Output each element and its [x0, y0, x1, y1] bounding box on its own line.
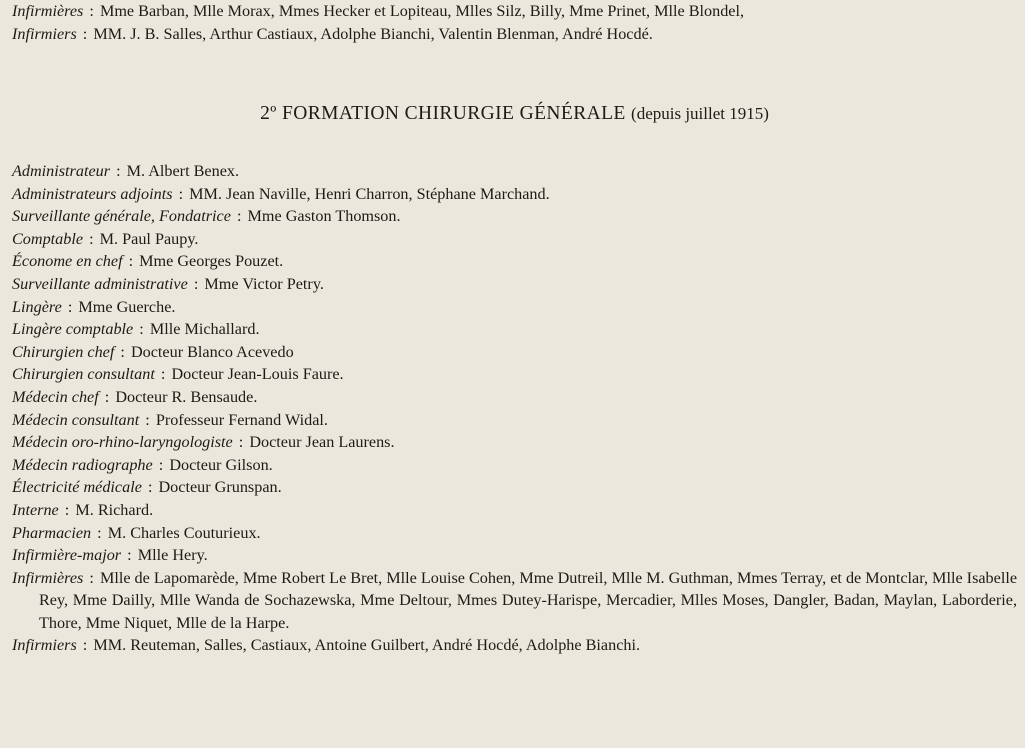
- staff-line: Pharmacien : M. Charles Couturieux.: [12, 523, 261, 542]
- staff-names: MM. Jean Naville, Henri Charron, Stéphane Marchand.: [189, 184, 550, 203]
- staff-line: Administrateurs adjoints : MM. Jean Naville, Henri Charron, Stéphane Marchand.: [12, 184, 550, 203]
- staff-line: Médecin consultant : Professeur Fernand Widal.: [12, 410, 328, 429]
- staff-line: Infirmière-major : Mlle Hery.: [12, 546, 208, 565]
- section-subtitle: (depuis juillet 1915): [631, 104, 769, 123]
- role-label: Infirmières: [12, 568, 84, 587]
- staff-names: Docteur Jean Laurens.: [249, 433, 395, 452]
- section-title: 2º FORMATION CHIRURGIE GÉNÉRALE: [260, 103, 626, 124]
- role-label: Médecin consultant: [12, 410, 140, 429]
- staff-line: Lingère comptable : Mlle Michallard.: [12, 320, 260, 339]
- staff-line: Lingère : Mme Guerche.: [12, 297, 176, 316]
- role-label: Infirmières: [12, 2, 84, 20]
- staff-names: MM. J. B. Salles, Arthur Castiaux, Adolphe Bianchi, Valentin Blenman, André Hocdé.: [93, 24, 653, 43]
- role-label: Médecin oro-rhino-laryngologiste: [12, 433, 233, 452]
- role-label: Chirurgien chef: [12, 342, 115, 361]
- staff-line: Économe en chef : Mme Georges Pouzet.: [12, 252, 284, 271]
- staff-line: Surveillante générale, Fondatrice : Mme Gaston Thomson.: [12, 207, 401, 226]
- staff-names: M. Paul Paupy.: [99, 229, 199, 248]
- staff-names: M. Richard.: [75, 500, 154, 519]
- role-label: Interne: [12, 500, 59, 519]
- role-label: Infirmière-major: [12, 546, 122, 565]
- staff-names: Docteur Gilson.: [169, 455, 273, 474]
- staff-line: Chirurgien chef : Docteur Blanco Acevedo: [12, 342, 294, 361]
- staff-names: Mme Barban, Mlle Morax, Mmes Hecker et Lopiteau, Mlles Silz, Billy, Mme Prinet, Mlle Blondel,: [99, 2, 745, 20]
- previous-section-continuation: [12, 0, 1017, 45]
- role-label: Pharmacien: [12, 523, 92, 542]
- staff-line: Interne : M. Richard.: [12, 500, 154, 519]
- staff-line: Infirmiers : MM. Reuteman, Salles, Castiaux, Antoine Guilbert, André Hocdé, Adolphe Bianchi.: [12, 636, 641, 655]
- staff-names: M. Albert Benex.: [126, 162, 240, 180]
- staff-names: Professeur Fernand Widal.: [155, 410, 328, 429]
- staff-line: Comptable : M. Paul Paupy.: [12, 229, 199, 248]
- role-label: Infirmiers: [12, 24, 77, 43]
- staff-names: Mlle de Lapomarède, Mme Robert Le Bret, Mlle Louise Cohen, Mme Dutreil, Mlle M. Guthman, Mmes Terray, et de Montclar, Mlle Isabelle Rey, Mme Dailly, Mlle Wanda de Sochazewska, Mme Deltour, Mmes Dutey-Harispe, Mercadier, Mlles Moses, Dangler, Badan, Maylan, Laborderie, Thore, Mme Niquet, Mlle de la Harpe.: [39, 568, 1018, 632]
- role-label: Électricité médicale: [12, 478, 142, 497]
- staff-names: Docteur Blanco Acevedo: [130, 342, 294, 361]
- role-label: Médecin chef: [12, 387, 99, 406]
- staff-line: Infirmières : Mme Barban, Mlle Morax, Mmes Hecker et Lopiteau, Mlles Silz, Billy, Mme Prinet, Mlle Blondel,: [12, 2, 745, 20]
- staff-names: Mlle Michallard.: [149, 320, 260, 339]
- role-label: Chirurgien consultant: [12, 365, 155, 384]
- staff-line: Chirurgien consultant : Docteur Jean-Louis Faure.: [12, 365, 344, 384]
- staff-names: Docteur Grunspan.: [158, 478, 282, 497]
- staff-line: Infirmières : Mlle de Lapomarède, Mme Robert Le Bret, Mlle Louise Cohen, Mme Dutreil, Mlle M. Guthman, Mmes Terray, et de Montclar, Mlle Isabelle Rey, Mme Dailly, Mlle Wanda de Sochazewska, Mme Deltour, Mmes Dutey-Harispe, Mercadier, Mlles Moses, Dangler, Badan, Maylan, Laborderie, Thore, Mme Niquet, Mlle de la Harpe.: [12, 568, 1018, 632]
- role-label: Comptable: [12, 229, 84, 248]
- staff-names: MM. Reuteman, Salles, Castiaux, Antoine Guilbert, André Hocdé, Adolphe Bianchi.: [93, 636, 641, 655]
- staff-line: Médecin oro-rhino-laryngologiste : Docteur Jean Laurens.: [12, 433, 395, 452]
- staff-names: Mme Victor Petry.: [204, 274, 324, 293]
- staff-line: Médecin radiographe : Docteur Gilson.: [12, 455, 273, 474]
- role-label: Surveillante générale, Fondatrice: [12, 207, 231, 226]
- role-label: Administrateurs adjoints: [12, 184, 173, 203]
- role-label: Lingère: [12, 297, 62, 316]
- section-heading: [12, 103, 1017, 126]
- role-label: Économe en chef: [12, 252, 123, 271]
- staff-line: Administrateur : M. Albert Benex.: [12, 162, 240, 180]
- staff-line: Médecin chef : Docteur R. Bensaude.: [12, 387, 258, 406]
- staff-names: Mme Guerche.: [78, 297, 176, 316]
- staff-list: [12, 160, 1017, 657]
- staff-line: Infirmiers : MM. J. B. Salles, Arthur Castiaux, Adolphe Bianchi, Valentin Blenman, André Hocdé.: [12, 24, 653, 43]
- staff-names: Mlle Hery.: [137, 546, 208, 565]
- role-label: Infirmiers: [12, 636, 77, 655]
- staff-names: Mme Georges Pouzet.: [139, 252, 284, 271]
- role-label: Médecin radiographe: [12, 455, 153, 474]
- staff-names: Mme Gaston Thomson.: [247, 207, 401, 226]
- staff-line: Surveillante administrative : Mme Victor Petry.: [12, 274, 324, 293]
- role-label: Lingère comptable: [12, 320, 134, 339]
- staff-names: Docteur R. Bensaude.: [115, 387, 258, 406]
- staff-line: Électricité médicale : Docteur Grunspan.: [12, 478, 282, 497]
- role-label: Surveillante administrative: [12, 274, 188, 293]
- staff-names: M. Charles Couturieux.: [107, 523, 261, 542]
- role-label: Administrateur: [12, 162, 111, 180]
- staff-names: Docteur Jean-Louis Faure.: [171, 365, 344, 384]
